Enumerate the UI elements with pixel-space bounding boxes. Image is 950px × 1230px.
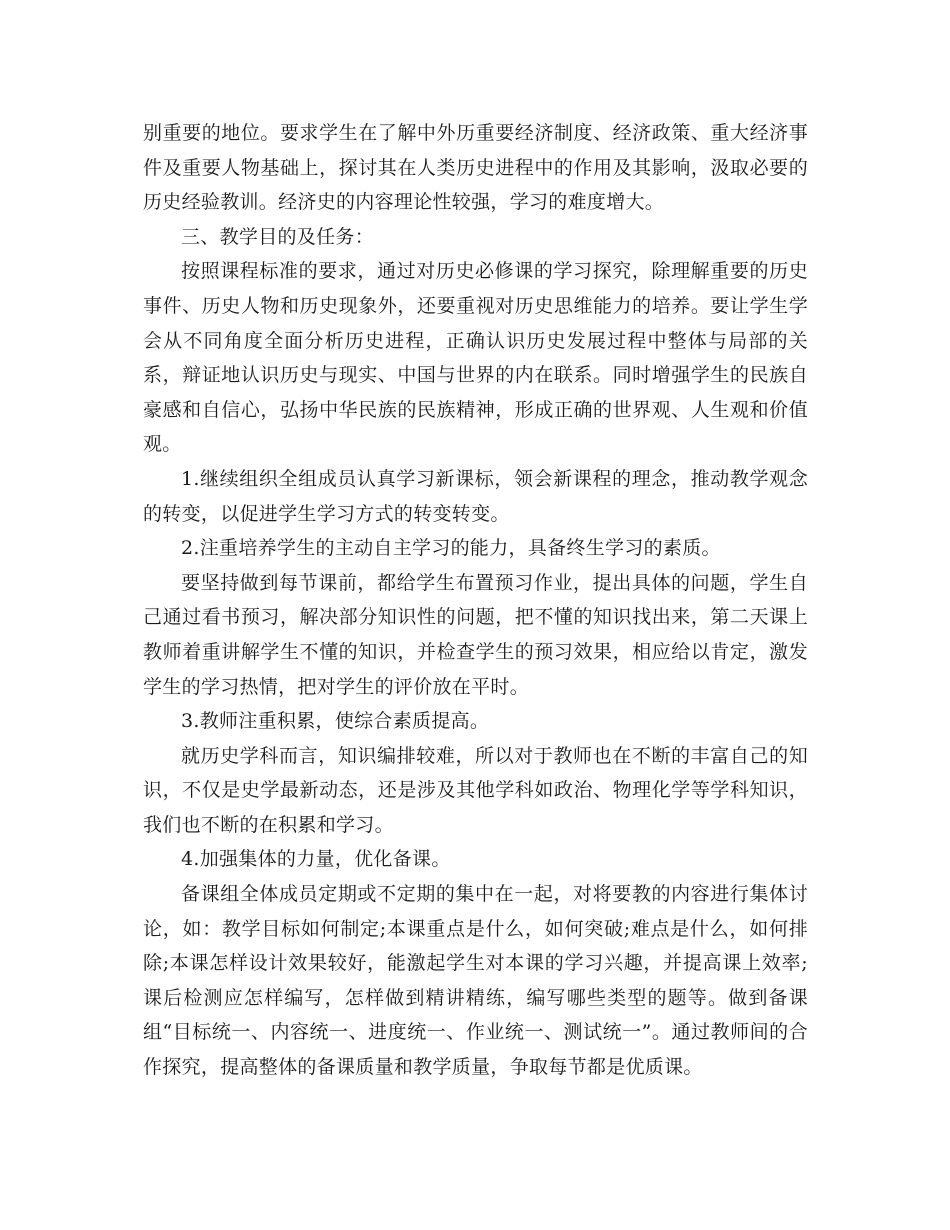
paragraph-lesson-planning: 备课组全体成员定期或不定期的集中在一起，对将要教的内容进行集体讨论，如：教学目标如何制定;本课重点是什么，如何突破;难点是什么，如何排除;本课怎样设计效果较好，能激起学生对本课的学习兴趣，并提高课上效率;课后检测应怎样编写，怎样做到精讲精练，编写哪些类型的题等。做到备课组“目标统一、内容统一、进度统一、作业统一、测试统一”。通过教师间的合作探究，提高整体的备课质量和教学质量，争取每节都是优质课。: [143, 883, 808, 1079]
document-body: [143, 116, 808, 1085]
list-item-1-new-standards: 1.继续组织全组成员认真学习新课标，领会新课程的理念，推动教学观念的转变，以促进学生学习方式的转变转变。: [143, 467, 808, 525]
list-item-4-collective-preparation: 4.加强集体的力量，优化备课。: [181, 848, 451, 871]
list-item-2-self-learning: 2.注重培养学生的主动自主学习的能力，具备终生学习的素质。: [181, 537, 721, 560]
paragraph-economic-history: 别重要的地位。要求学生在了解中外历重要经济制度、经济政策、重大经济事件及重要人物基础上，探讨其在人类历史进程中的作用及其影响，汲取必要的历史经验教训。经济史的内容理论性较强，学习的难度增大。: [143, 122, 808, 214]
paragraph-preview-homework: 要坚持做到每节课前，都给学生布置预习作业，提出具体的问题，学生自己通过看书预习，解决部分知识性的问题，把不懂的知识找出来，第二天课上教师着重讲解学生不懂的知识，并检查学生的预习效果，相应给以肯定，激发学生的学习热情，把对学生的评价放在平时。: [143, 571, 808, 698]
list-item-3-teacher-accumulation: 3.教师注重积累，使综合素质提高。: [181, 710, 490, 733]
paragraph-history-knowledge: 就历史学科而言，知识编排较难，所以对于教师也在不断的丰富自己的知识，不仅是史学最新动态，还是涉及其他学科如政治、物理化学等学科知识，我们也不断的在积累和学习。: [143, 744, 808, 836]
paragraph-curriculum-standards: 按照课程标准的要求，通过对历史必修课的学习探究，除理解重要的历史事件、历史人物和历史现象外，还要重视对历史思维能力的培养。要让学生学会从不同角度全面分析历史进程，正确认识历史发展过程中整体与局部的关系，辩证地认识历史与现实、中国与世界的内在联系。同时增强学生的民族自豪感和自信心，弘扬中华民族的民族精神，形成正确的世界观、人生观和价值观。: [143, 260, 808, 456]
section-heading-teaching-goals: 三、教学目的及任务：: [181, 225, 375, 248]
